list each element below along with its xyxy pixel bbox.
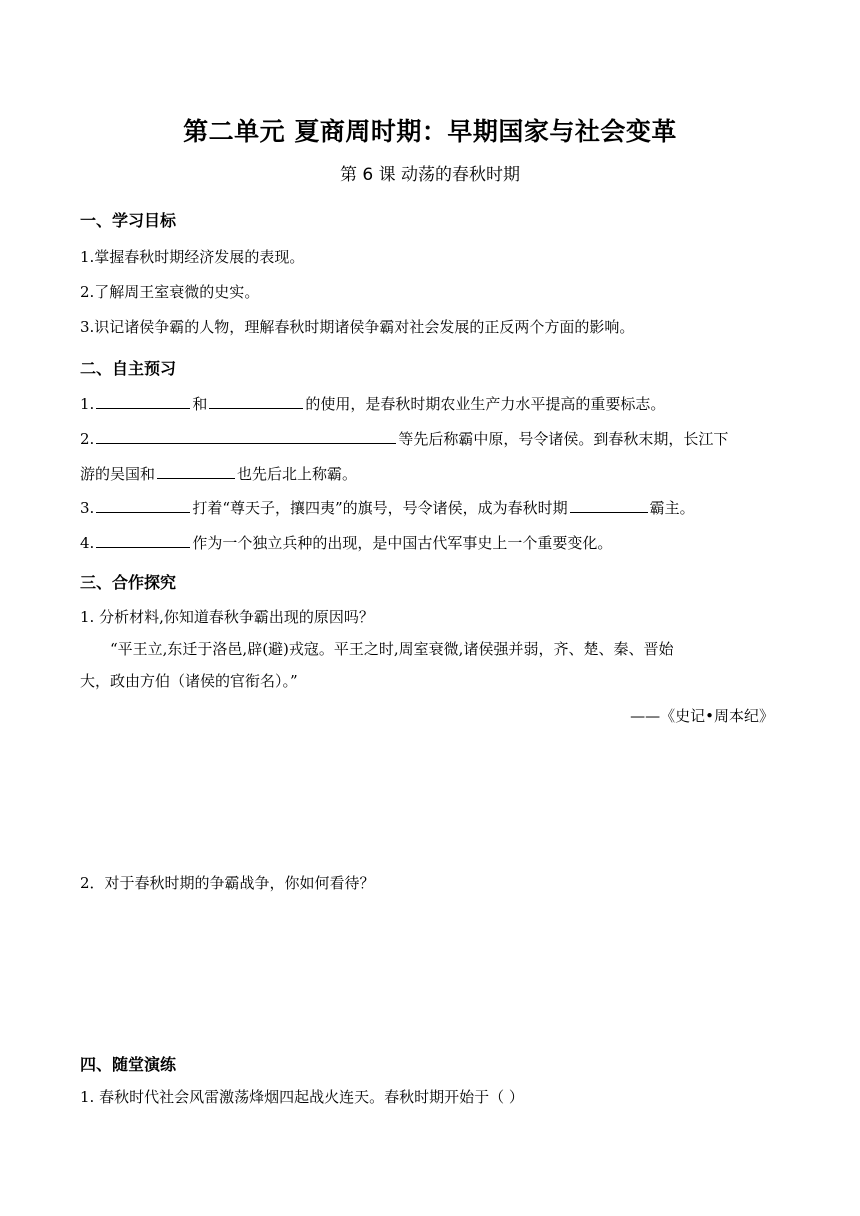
fill-blank[interactable] <box>570 511 648 513</box>
section-heading-objectives: 一、学习目标 <box>80 211 177 230</box>
objective-item: 1.掌握春秋时期经济发展的表现。 <box>80 248 305 266</box>
quote-source: ——《史记•周本纪》 <box>630 707 774 725</box>
objective-item: 3.识记诸侯争霸的人物，理解春秋时期诸侯争霸对社会发展的正反两个方面的影响。 <box>80 318 635 336</box>
preview-question-1 <box>80 393 665 414</box>
question-number: 2. <box>80 430 95 448</box>
fill-blank[interactable] <box>96 442 396 444</box>
fill-blank[interactable] <box>96 407 190 409</box>
inquiry-question-1: 1. 分析材料,你知道春秋争霸出现的原因吗？ <box>80 608 374 626</box>
fill-blank[interactable] <box>96 511 190 513</box>
question-text: 等先后称霸中原，号令诸侯。到春秋末期，长江下 <box>398 430 729 448</box>
question-number: 3. <box>80 499 95 517</box>
preview-question-2-cont <box>80 463 357 484</box>
preview-question-4 <box>80 532 612 553</box>
question-text: 游的吴国和 <box>80 465 156 483</box>
fill-blank[interactable] <box>157 477 235 479</box>
question-text: 霸主。 <box>649 499 695 517</box>
question-text: 和 <box>192 395 208 413</box>
preview-question-2 <box>80 428 728 449</box>
inquiry-question-2: 2．对于春秋时期的争霸战争，你如何看待？ <box>80 874 375 892</box>
objective-item: 2.了解周王室衰微的史实。 <box>80 283 260 301</box>
question-text: 也先后北上称霸。 <box>237 465 358 483</box>
quote-line: “平王立,东迁于洛邑,辟(避)戎寇。平王之时,周室衰微,诸侯强并弱，齐、楚、秦、晋始 <box>110 640 674 658</box>
lesson-subtitle: 第 6 课 动荡的春秋时期 <box>339 165 521 185</box>
question-number: 4. <box>80 534 95 552</box>
question-text: 作为一个独立兵种的出现，是中国古代军事史上一个重要变化。 <box>192 534 613 552</box>
question-text: 打着“尊天子，攘四夷”的旗号，号令诸侯，成为春秋时期 <box>192 499 568 517</box>
preview-question-3 <box>80 497 695 518</box>
page-title: 第二单元 夏商周时期：早期国家与社会变革 <box>183 117 677 146</box>
section-heading-preview: 二、自主预习 <box>80 359 177 378</box>
fill-blank[interactable] <box>96 546 190 548</box>
question-number: 1. <box>80 395 95 413</box>
quote-line: 大，政由方伯（诸侯的官衔名）。” <box>80 672 298 690</box>
section-heading-inquiry: 三、合作探究 <box>80 573 177 592</box>
section-heading-practice: 四、随堂演练 <box>80 1055 177 1074</box>
question-text: 的使用，是春秋时期农业生产力水平提高的重要标志。 <box>305 395 666 413</box>
fill-blank[interactable] <box>209 407 303 409</box>
practice-question-1: 1. 春秋时代社会风雷激荡烽烟四起战火连天。春秋时期开始于（ ） <box>80 1088 524 1106</box>
